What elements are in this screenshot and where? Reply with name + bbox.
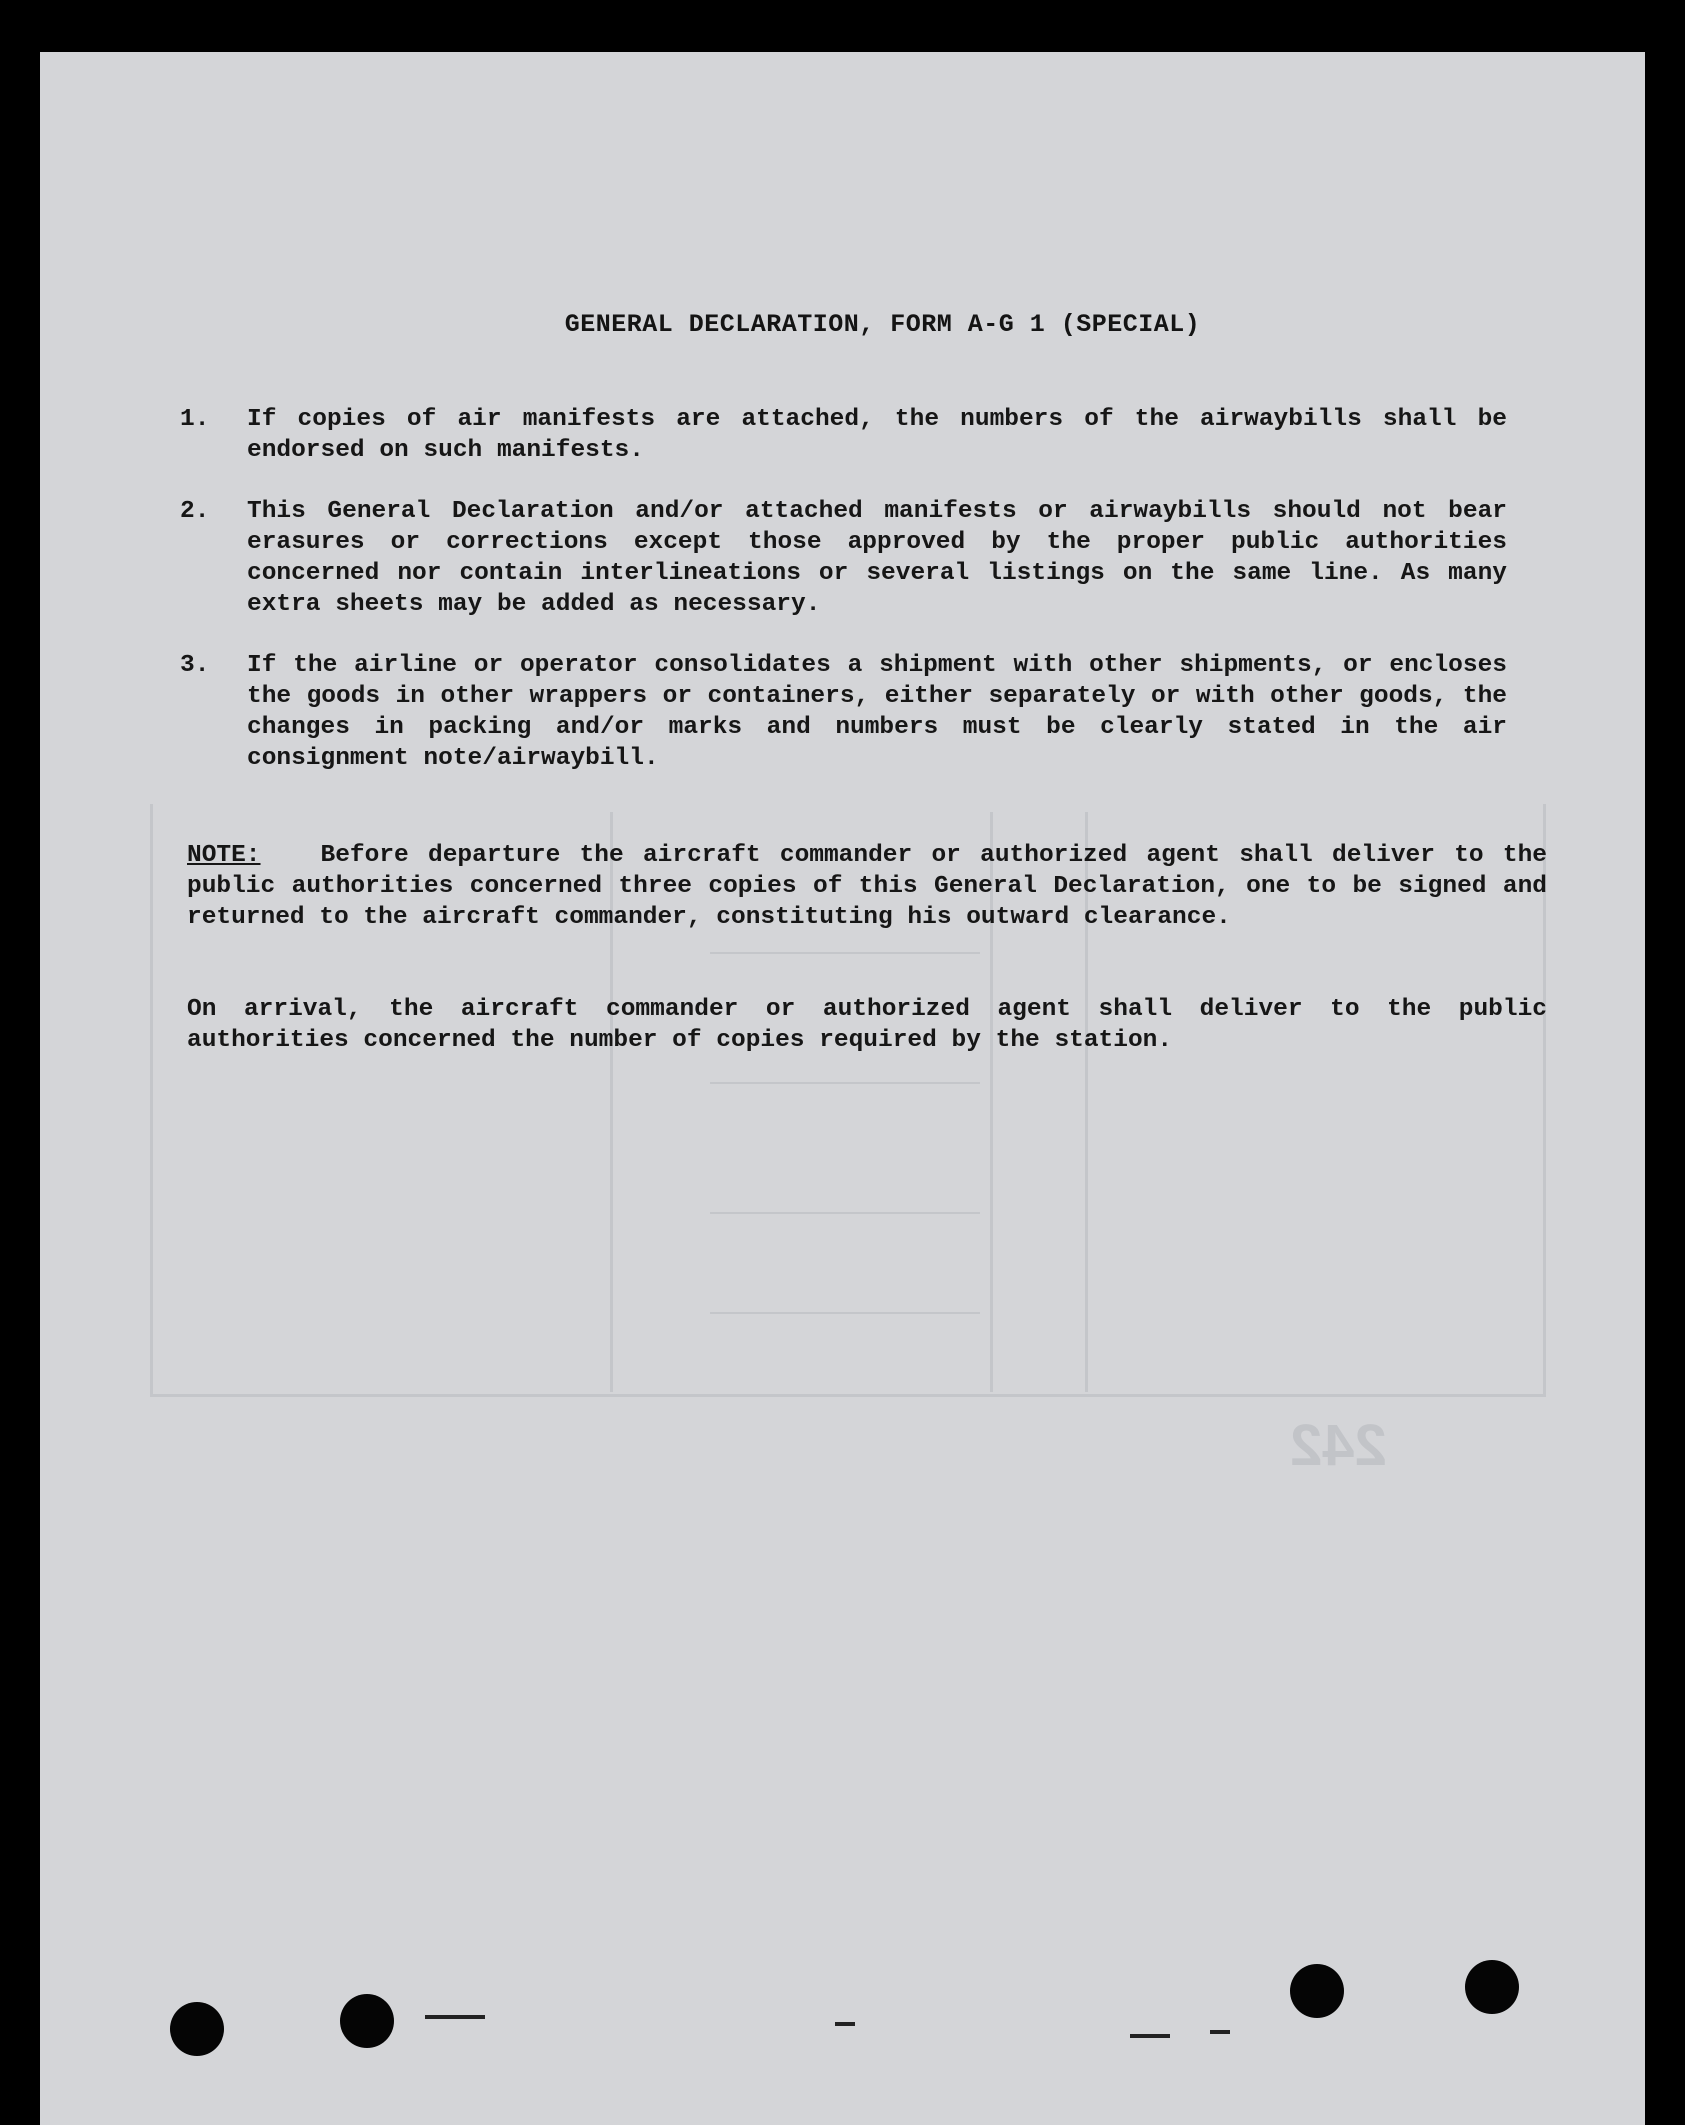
punch-hole (340, 1994, 394, 2048)
show-through-line (710, 1212, 980, 1214)
show-through-line (710, 952, 980, 954)
item-number: 2. (180, 498, 210, 525)
arrival-paragraph: On arrival, the aircraft commander or authorized agent shall deliver to the public authorities concerned the number of copies required by the station. (187, 996, 1547, 1054)
note-text: Before departure the aircraft commander or authorized agent shall deliver to the public authorities concerned three copies of this General Declaration, one to be signed and returned to the aircraft commander, constituting his outward clearance. (187, 842, 1547, 931)
show-through-line (710, 1082, 980, 1084)
show-through-number: 242 (1290, 1413, 1387, 1478)
punch-hole (170, 2002, 224, 2056)
stray-mark (835, 2022, 855, 2026)
punch-hole (1465, 1960, 1519, 2014)
show-through-line (710, 1312, 980, 1314)
item-text: If copies of air manifests are attached, the numbers of the airwaybills shall be endorsed on such manifests. (247, 406, 1507, 464)
document-page (40, 52, 1645, 2125)
item-text: If the airline or operator consolidates a shipment with other shipments, or encloses the goods in other wrappers or containers, either separately or with other goods, the changes in packing and/or marks and numbers must be clearly stated in the air consignment note/airwaybill. (247, 652, 1507, 772)
stray-mark (1130, 2034, 1170, 2038)
note-label: NOTE: (187, 842, 261, 869)
item-number: 1. (180, 406, 210, 433)
stray-mark (1210, 2030, 1230, 2034)
item-number: 3. (180, 652, 210, 679)
page-title: GENERAL DECLARATION, FORM A-G 1 (SPECIAL) (564, 310, 1201, 339)
note-paragraph (187, 840, 1547, 933)
item-text: This General Declaration and/or attached manifests or airwaybills should not bear erasures or corrections except those approved by the proper public authorities concerned nor contain interlineations or several listings on the same line. As many extra sheets may be added as necessary. (247, 498, 1507, 618)
stray-mark (425, 2015, 485, 2019)
punch-hole (1290, 1964, 1344, 2018)
